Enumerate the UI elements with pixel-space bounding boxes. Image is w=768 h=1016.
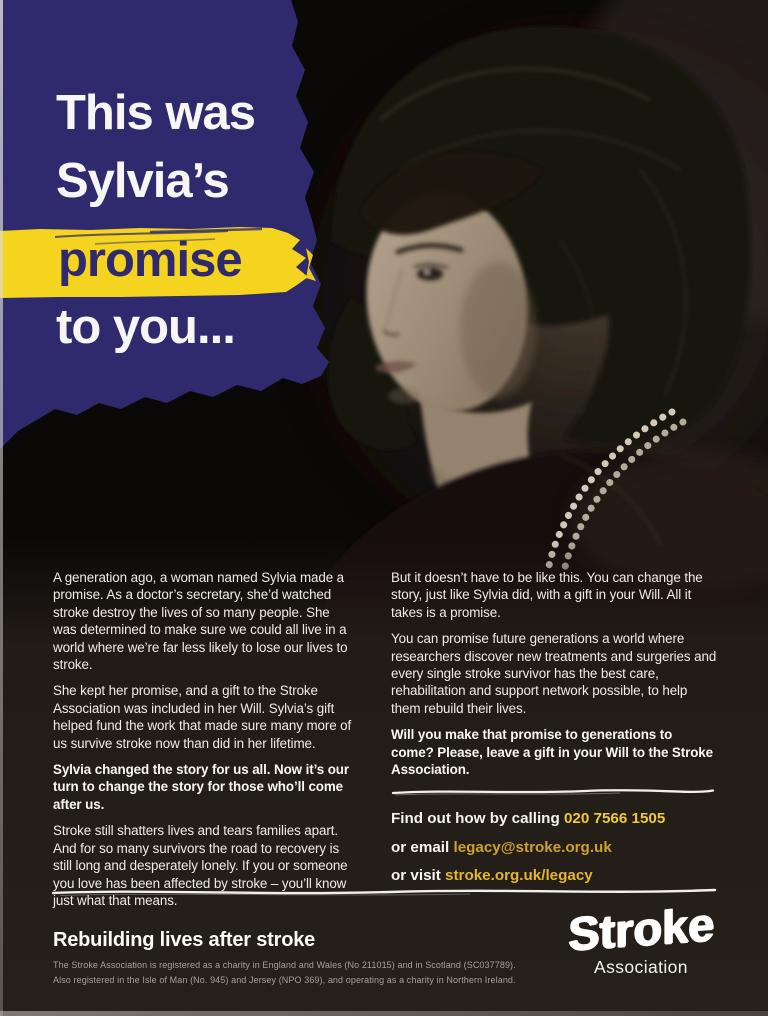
stroke-association-logo (556, 896, 726, 978)
headline-line-3: to you... (56, 300, 235, 354)
logo-wordmark: Stroke (568, 896, 714, 961)
contact-call-label: Find out how by calling (391, 810, 564, 827)
headline-highlight-word: promise (58, 233, 242, 287)
body-column-left (53, 569, 356, 918)
body-paragraph: But it doesn’t have to be like this. You can change the story, just like Sylvia did, with a gift in your Will. All it takes is a promise. (391, 570, 703, 620)
contact-website-url[interactable]: stroke.org.uk/legacy (445, 867, 593, 885)
legal-line-2: Also registered in the Isle of Man (No. 945) and Jersey (NPO 369), and operating as a charity in Northern Ireland. (53, 974, 516, 985)
contact-visit-label: or visit (391, 867, 446, 885)
contact-url-row (391, 862, 721, 891)
logo-subtitle: Association (594, 957, 688, 977)
contact-phone-number[interactable]: 020 7566 1505 (563, 810, 666, 827)
contact-phone-row (391, 805, 721, 834)
body-paragraph-emphasis: Sylvia changed the story for us all. Now it’s our turn to change the story for those who’ll come after us. (53, 762, 349, 812)
legal-line-1: The Stroke Association is registered as a charity in England and Wales (No 211015) and in Scotland (SC037789). (53, 960, 516, 970)
contact-divider-line (393, 790, 713, 793)
body-paragraph: A generation ago, a woman named Sylvia made a promise. As a doctor’s secretary, she’d watched stroke destroy the lives of so many people. She was determined to make sure we could all live in a world where we’re far less likely to lose our lives to stroke. (53, 570, 348, 673)
contact-email-address[interactable]: legacy@stroke.org.uk (453, 838, 612, 856)
body-paragraph: You can promise future generations a world where researchers discover new treatments and surgeries and every single stroke survivor has the best care, rehabilitation and support network possible, to help them rebuild their lives. (391, 631, 717, 716)
contact-email-label: or email (391, 838, 454, 856)
contact-block (391, 805, 721, 891)
body-paragraph: Stroke still shatters lives and tears families apart. And for so many survivors the road to recovery is still long and desperately lonely. If you or someone you love has been affected by stroke – you’ll know just what that means. (53, 823, 348, 908)
footer-legal-text (53, 958, 516, 987)
footer-tagline: Rebuilding lives after stroke (53, 929, 316, 951)
contact-email-row (391, 834, 721, 863)
body-column-right (391, 569, 717, 787)
body-paragraph: She kept her promise, and a gift to the Stroke Association was included in her Will. Sylvia’s gift helped fund the work that made sure many more of us survive stroke now than did in her lifetime. (53, 683, 352, 751)
body-paragraph-emphasis: Will you make that promise to generations to come? Please, leave a gift in your Will to the Stroke Association. (391, 727, 713, 778)
headline-line-2: Sylvia’s (56, 154, 229, 208)
headline-line-1: This was (56, 86, 255, 140)
